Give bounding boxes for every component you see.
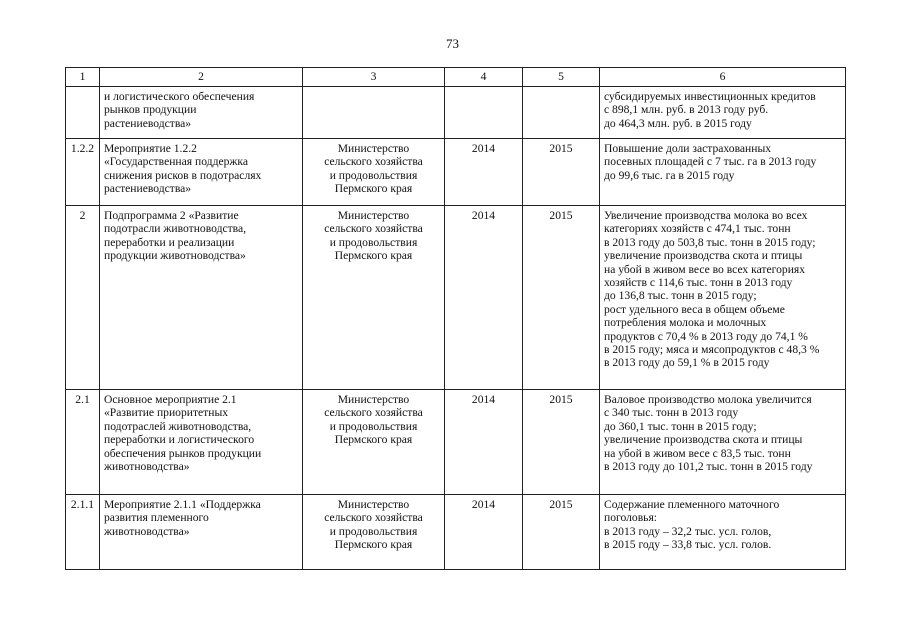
activity-name-cell xyxy=(100,206,303,390)
activity-name-cell-line: Основное мероприятие 2.1 xyxy=(104,393,237,406)
expected-result-cell xyxy=(600,139,846,206)
executor-cell-line: сельского хозяйства xyxy=(324,511,423,525)
row-number-cell: 2 xyxy=(66,206,100,390)
start-year-cell: 2014 xyxy=(445,139,523,206)
end-year-cell xyxy=(523,87,600,139)
executor-cell-line: Министерство xyxy=(337,209,410,222)
header-row xyxy=(66,68,846,87)
start-year-cell: 2014 xyxy=(445,495,523,570)
executor-cell-line: Пермского края xyxy=(334,249,413,263)
activity-name-cell-line: продукции животноводства» xyxy=(104,249,246,263)
expected-result-cell-line: до 136,8 тыс. тонн в 2015 году; xyxy=(604,289,757,303)
executor-cell xyxy=(303,495,445,570)
expected-result-cell-line: субсидируемых инвестиционных кредитов xyxy=(604,90,816,103)
table-row xyxy=(66,206,846,390)
activity-name-cell-line: подотраслей животноводства, xyxy=(104,419,252,433)
program-table xyxy=(65,67,846,570)
table-row xyxy=(66,139,846,206)
executor-cell-line: Министерство xyxy=(337,393,410,406)
activity-name-cell-line: снижения рисков в подотраслях xyxy=(104,168,262,182)
expected-result-cell-line: посевных площадей с 7 тыс. га в 2013 году xyxy=(604,155,817,169)
executor-cell-line: сельского хозяйства xyxy=(324,222,423,236)
executor-cell-line: и продовольствия xyxy=(329,419,418,433)
page-number: 73 xyxy=(446,36,459,51)
expected-result-cell-line: в 2013 году до 503,8 тыс. тонн в 2015 году; xyxy=(604,235,816,249)
executor-cell xyxy=(303,206,445,390)
activity-name-cell xyxy=(100,139,303,206)
executor-cell-line: и продовольствия xyxy=(329,524,418,538)
expected-result-cell-line: с 898,1 млн. руб. в 2013 году руб. xyxy=(604,103,769,117)
expected-result-cell xyxy=(600,390,846,495)
expected-result-cell-line: Увеличение производства молока во всех xyxy=(604,209,808,222)
end-year-cell: 2015 xyxy=(523,495,600,570)
expected-result-cell xyxy=(600,495,846,570)
activity-name-cell-line: «Развитие приоритетных xyxy=(104,406,229,420)
executor-cell xyxy=(303,139,445,206)
expected-result-cell-line: продуктов с 70,4 % в 2013 году до 74,1 % xyxy=(604,329,808,343)
activity-name-cell-line: Мероприятие 2.1.1 «Поддержка xyxy=(104,498,261,511)
header-cell-num: 1 xyxy=(66,68,100,87)
activity-name-cell-line: рынков продукции xyxy=(104,103,197,117)
expected-result-cell-line: до 99,6 тыс. га в 2015 году xyxy=(604,168,735,182)
executor-cell-line: и продовольствия xyxy=(329,235,418,249)
activity-name-cell-line: и логистического обеспечения xyxy=(104,90,255,103)
expected-result-cell-line: с 340 тыс. тонн в 2013 году xyxy=(604,406,739,420)
end-year-cell: 2015 xyxy=(523,139,600,206)
expected-result-cell-line: Валовое производство молока увеличится xyxy=(604,393,812,406)
executor-cell-line: Министерство xyxy=(337,498,410,511)
row-number-cell xyxy=(66,87,100,139)
expected-result-cell-line: в 2015 году – 33,8 тыс. усл. голов. xyxy=(604,538,772,552)
expected-result-cell-line: в 2015 году; мяса и мясопродуктов с 48,3 % xyxy=(604,343,820,357)
expected-result-cell-line: Повышение доли застрахованных xyxy=(604,142,772,155)
expected-result-cell-line: Содержание племенного маточного xyxy=(604,498,780,511)
expected-result-cell-line: рост удельного веса в общем объеме xyxy=(604,302,785,316)
executor-cell xyxy=(303,87,445,139)
executor-cell xyxy=(303,390,445,495)
row-number-cell: 2.1 xyxy=(66,390,100,495)
activity-name-cell-line: животноводства» xyxy=(104,460,190,474)
start-year-cell: 2014 xyxy=(445,206,523,390)
header-cell-executor: 3 xyxy=(303,68,445,87)
activity-name-cell xyxy=(100,87,303,139)
expected-result-cell-line: поголовья: xyxy=(604,511,658,525)
expected-result-cell xyxy=(600,206,846,390)
end-year-cell: 2015 xyxy=(523,390,600,495)
expected-result-cell-line: в 2013 году – 32,2 тыс. усл. голов, xyxy=(604,524,772,538)
end-year-cell: 2015 xyxy=(523,206,600,390)
activity-name-cell xyxy=(100,495,303,570)
executor-cell-line: Пермского края xyxy=(334,538,413,552)
row-number-cell: 1.2.2 xyxy=(66,139,100,206)
expected-result-cell-line: в 2013 году до 101,2 тыс. тонн в 2015 году xyxy=(604,460,813,474)
expected-result-cell-line: на убой в живом весе с 83,5 тыс. тонн xyxy=(604,446,791,460)
table-row xyxy=(66,390,846,495)
executor-cell-line: Министерство xyxy=(337,142,410,155)
activity-name-cell-line: животноводства» xyxy=(104,524,190,538)
start-year-cell xyxy=(445,87,523,139)
table-row xyxy=(66,87,846,139)
header-cell-start: 4 xyxy=(445,68,523,87)
expected-result-cell-line: потребления молока и молочных xyxy=(604,316,767,330)
executor-cell-line: сельского хозяйства xyxy=(324,155,423,169)
header-cell-end: 5 xyxy=(523,68,600,87)
expected-result-cell-line: хозяйств с 114,6 тыс. тонн в 2013 году xyxy=(604,276,793,290)
activity-name-cell xyxy=(100,390,303,495)
table-row xyxy=(66,495,846,570)
activity-name-cell-line: обеспечения рынков продукции xyxy=(104,446,262,460)
activity-name-cell-line: Подпрограмма 2 «Развитие xyxy=(104,209,239,222)
activity-name-cell-line: растениеводства» xyxy=(104,182,192,196)
executor-cell-line: Пермского края xyxy=(334,433,413,447)
activity-name-cell-line: «Государственная поддержка xyxy=(104,155,249,169)
expected-result-cell-line: до 464,3 млн. руб. в 2015 году xyxy=(604,116,752,130)
activity-name-cell-line: развития племенного xyxy=(104,511,209,525)
activity-name-cell-line: Мероприятие 1.2.2 xyxy=(104,142,197,155)
activity-name-cell-line: растениеводства» xyxy=(104,116,192,130)
executor-cell-line: и продовольствия xyxy=(329,168,418,182)
expected-result-cell-line: категориях хозяйств с 474,1 тыс. тонн xyxy=(604,222,791,236)
start-year-cell: 2014 xyxy=(445,390,523,495)
header-cell-result: 6 xyxy=(600,68,846,87)
expected-result-cell-line: увеличение производства скота и птицы xyxy=(604,249,803,263)
activity-name-cell-line: подотрасли животноводства, xyxy=(104,222,247,236)
expected-result-cell-line: до 360,1 тыс. тонн в 2015 году; xyxy=(604,419,757,433)
activity-name-cell-line: переработки и логистического xyxy=(104,433,255,447)
expected-result-cell-line: в 2013 году до 59,1 % в 2015 году xyxy=(604,356,770,370)
activity-name-cell-line: переработки и реализации xyxy=(104,235,235,249)
row-number-cell: 2.1.1 xyxy=(66,495,100,570)
executor-cell-line: Пермского края xyxy=(334,182,413,196)
executor-cell-line: сельского хозяйства xyxy=(324,406,423,420)
expected-result-cell-line: на убой в живом весе во всех категориях xyxy=(604,262,806,276)
expected-result-cell xyxy=(600,87,846,139)
expected-result-cell-line: увеличение производства скота и птицы xyxy=(604,433,803,447)
header-cell-name: 2 xyxy=(100,68,303,87)
